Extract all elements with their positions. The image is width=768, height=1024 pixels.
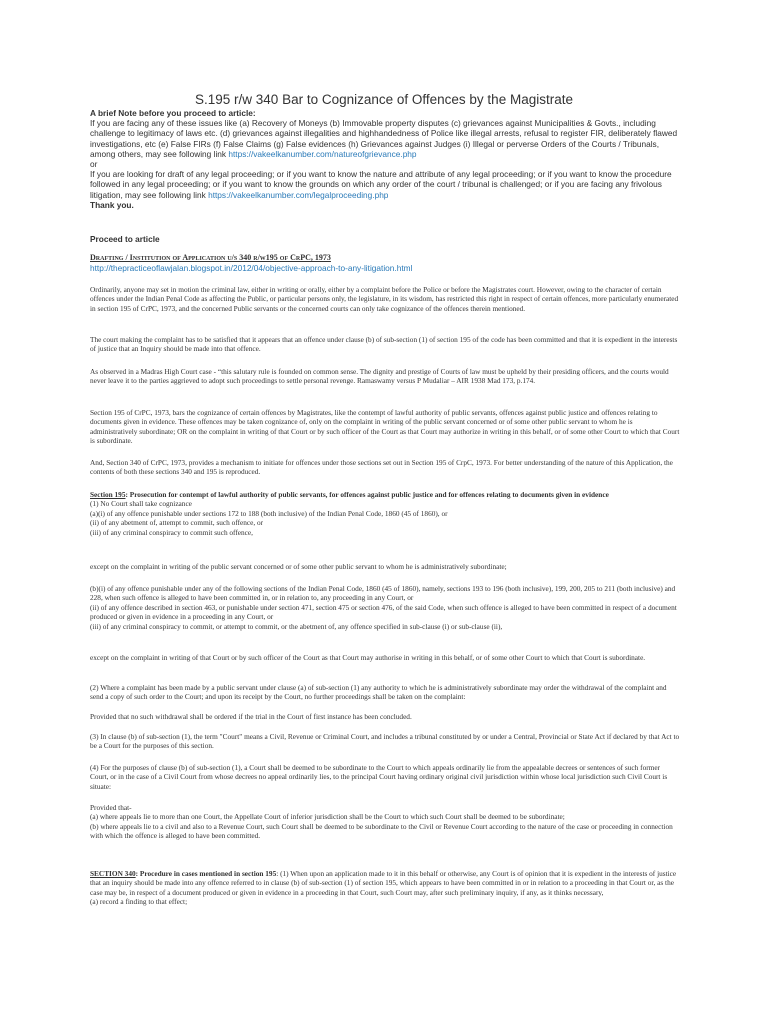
s195-b-ii: (ii) of any offence described in section 463, or punishable under section 471, section 475 or section 476, of the said Code, when such offence is alleged to have been committed in respect of a document produced or given in evidence in a proceeding in any Court, or bbox=[90, 602, 677, 622]
s195-line-3: (ii) of any abetment of, attempt to commit, such offence, or bbox=[90, 518, 264, 528]
proviso-a: (a) where appeals lie to more than one Court, the Appellate Court of inferior jurisdiction shall be the Court to which such Court shall be deemed to be subordinate; bbox=[90, 812, 565, 822]
article-paragraph-1: Ordinarily, anyone may set in motion the criminal law, either in writing or orally, either by a complaint before the Police or before the Magistrates court. However, owing to the character of certain offences under the Indian Penal Code as affecting the Public, or particular persons only, the legislature, in its wisdom, has restricted this right in respect of certain offences, more particularly enumerated in section 195 of CrPC, 1973, and the concerned Public servants or the concerned courts can only take cognizance of the offences therein mentioned. bbox=[90, 285, 679, 313]
s195-b-iii: (iii) of any criminal conspiracy to commit, or attempt to commit, or the abetment of, any offence specified in sub-clause (i) or sub-clause (ii), bbox=[90, 621, 503, 631]
blog-link[interactable]: http://thepracticeoflawjalan.blogspot.in/2012/04/objective-approach-to-any-litigation.html bbox=[90, 263, 413, 273]
note-p1-text: If you are facing any of these issues like (a) Recovery of Moneys (b) Immovable property disputes (c) grievances against Municipalities & Govts., including challenge to legitimacy of laws etc. (d) grievances against illegalities and highhandedness of Police like illegal arrests, refusal to register FIR, deliberately flawed investigations, etc (e) False FIRs (f) False Claims (g) False evidences (h) Grievances against Judges (i) Illegal or perverse Orders of the Courts / Tribunals, among others, may see following link bbox=[90, 118, 678, 159]
article-paragraph-5: And, Section 340 of CrPC, 1973, provides a mechanism to initiate for offences under those sections set out in Section 195 of CrpC, 1973. For better understanding of the nature of this Application, the contents of both these sections 340 and 195 is reproduced. bbox=[90, 458, 673, 477]
legal-proceeding-link[interactable]: https://vakeelkanumber.com/legalproceeding.php bbox=[208, 189, 389, 200]
section-195-title: : Prosecution for contempt of lawful authority of public servants, for offences against public justice and for offences relating to documents given in evidence bbox=[125, 490, 609, 499]
s195-except-2: except on the complaint in writing of that Court or by such officer of the Court as that Court may authorise in writing in this behalf, or of some other Court to which that Court is subordinate. bbox=[90, 653, 646, 662]
s195-provided-that bbox=[90, 803, 680, 841]
proceed-heading: Proceed to article bbox=[90, 234, 160, 244]
s195-clause-b bbox=[90, 584, 680, 631]
section-195-label: Section 195 bbox=[90, 490, 126, 499]
s195-line-1: (1) No Court shall take cognizance bbox=[90, 499, 192, 509]
s195-proviso: Provided that no such withdrawal shall be ordered if the trial in the Court of first instance has been concluded. bbox=[90, 712, 412, 721]
section-340-label: SECTION 340 bbox=[90, 869, 136, 878]
article-heading: Drafting / Institution of Application u/s 340 r/w195 of CrPC, 1973 bbox=[90, 253, 331, 262]
note-paragraph-2 bbox=[90, 169, 680, 200]
note-or: or bbox=[90, 159, 98, 170]
article-header bbox=[90, 253, 680, 262]
s195-b-i: (b)(i) of any offence punishable under any of the following sections of the Indian Penal Code, 1860 (45 of 1860), namely, sections 193 to 196 (both inclusive), 199, 200, 205 to 211 (both inclusive) and 228, when such offence is alleged to have been committed in, or in relation to, any proceeding in any Court, or bbox=[90, 584, 676, 603]
article-paragraph-2: The court making the complaint has to be satisfied that it appears that an offence under clause (b) of sub-section (1) of section 195 of the code has been committed and that it is expedient in the interests of justice that an Inquiry should be made into that offence. bbox=[90, 335, 678, 354]
s340-clause-a: (a) record a finding to that effect; bbox=[90, 897, 188, 907]
s195-line-4: (iii) of any criminal conspiracy to commit such offence, bbox=[90, 527, 253, 537]
proviso-heading: Provided that- bbox=[90, 803, 132, 812]
note-paragraph-1 bbox=[90, 118, 680, 159]
s195-except-1: except on the complaint in writing of the public servant concerned or of some other public servant to whom he is administratively subordinate; bbox=[90, 562, 507, 571]
article-header-link bbox=[90, 263, 680, 273]
s195-subsection-2: (2) Where a complaint has been made by a public servant under clause (a) of sub-section (1) any authority to which he is administratively subordinate may order the withdrawal of the complaint and send a copy of such order to the Court; and upon its receipt by the Court, no further proceedings shall be taken on the complaint: bbox=[90, 683, 667, 702]
document-title: S.195 r/w 340 Bar to Cognizance of Offences by the Magistrate bbox=[195, 92, 573, 107]
section-195-block bbox=[90, 490, 680, 537]
article-paragraph-3: As observed in a Madras High Court case - “this salutary rule is founded on common sense. The dignity and prestige of Courts of law must be upheld by their presiding officers, and the courts would never leave it to the parties aggrieved to adopt such proceedings to settle personal revenge. Ramaswamy versus P Mudaliar – AIR 1938 Mad 173, p.174. bbox=[90, 367, 669, 386]
s195-subsection-4: (4) For the purposes of clause (b) of sub-section (1), a Court shall be deemed to be subordinate to the Court to which appeals ordinarily lie from the appealable decrees or sentences of such former Court, or in the case of a Civil Court from whose decrees no appeal ordinarily lies, to the principal Court having ordinary original civil jurisdiction within whose local jurisdiction such Civil Court is situate: bbox=[90, 763, 668, 791]
note-heading: A brief Note before you proceed to article: bbox=[90, 108, 256, 118]
brief-note bbox=[90, 108, 680, 210]
section-340-text: : (1) When upon an application made to it in this behalf or otherwise, any Court is of opinion that it is expedient in the interests of justice that an inquiry should be made into any offence referred to in clause (b) of sub-section (1) of section 195, which appears to have been committed in or in relation to a proceeding in that Court or, as the case may be, in respect of a document produced or given in evidence in a proceeding in that Court, such Court may, after such preliminary inquiry, if any, as it thinks necessary, bbox=[90, 869, 677, 897]
article-paragraph-4: Section 195 of CrPC, 1973, bars the cognizance of certain offences by Magistrates, like the contempt of lawful authority of public servants, offences against public justice and offences relating to documents given in evidence. These offences may be taken cognizance of, only on the complaint in writing of the public servant concerned or of some other public servant to whom he is administratively subordinate; OR on the complaint in writing of that Court or by such officer of the Court as that Court may authorize in writing in this behalf, or of some other Court to which that Court is subordinate. bbox=[90, 408, 680, 446]
section-195-heading bbox=[90, 490, 680, 499]
section-340-title: : Procedure in cases mentioned in section 195 bbox=[135, 869, 277, 878]
grievance-link[interactable]: https://vakeelkanumber.com/natureofgrievance.php bbox=[228, 148, 417, 159]
s195-subsection-3: (3) In clause (b) of sub-section (1), the term "Court" means a Civil, Revenue or Criminal Court, and includes a tribunal constituted by or under a Central, Provincial or State Act if declared by that Act to be a Court for the purposes of this section. bbox=[90, 732, 680, 751]
thank-you: Thank you. bbox=[90, 199, 134, 210]
section-340-block bbox=[90, 869, 680, 907]
s195-line-2: (a)(i) of any offence punishable under sections 172 to 188 (both inclusive) of the Indian Penal Code, 1860 (45 of 1860), or bbox=[90, 508, 448, 518]
proviso-b: (b) where appeals lie to a civil and also to a Revenue Court, such Court shall be deemed to be subordinate to the Civil or Revenue Court according to the nature of the case or proceeding in connection with which the offence is alleged to have been committed. bbox=[90, 821, 673, 841]
note-p2-text: If you are looking for draft of any legal proceeding; or if you want to know the nature and attribute of any legal proceeding; or if you want to know the procedure followed in any legal proceeding; or if you want to know the grounds on which any order of the court / tribunal is challenged; or if you are facing any frivolous litigation, may see following link bbox=[90, 169, 672, 200]
